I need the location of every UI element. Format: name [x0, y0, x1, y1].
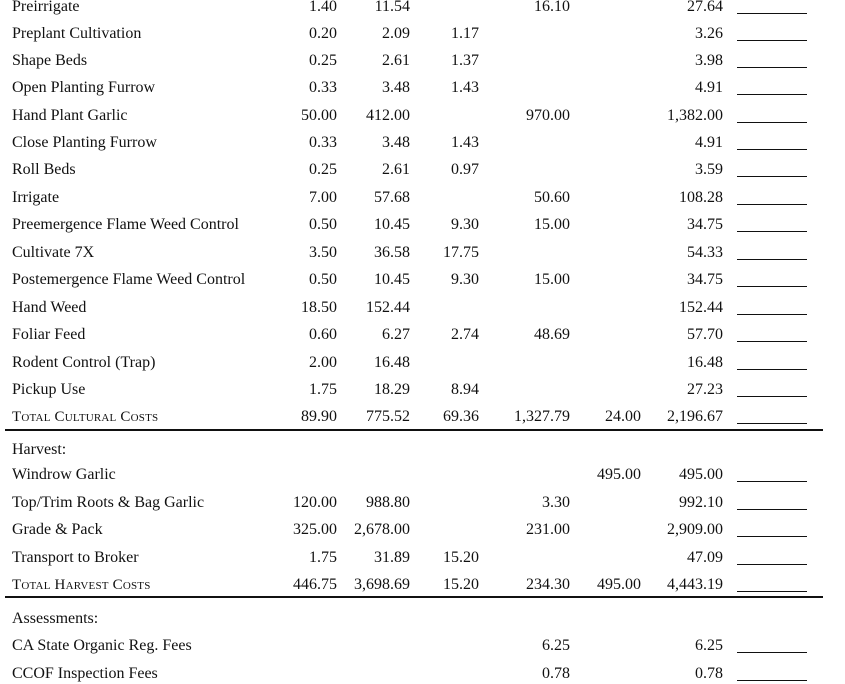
cell-c3: 9.30: [451, 271, 479, 288]
row-label: Rodent Control (Trap): [12, 354, 156, 371]
cell-c4: 3.30: [542, 494, 570, 511]
cell-c1: 0.50: [309, 216, 337, 233]
cell-c5: 495.00: [597, 466, 641, 483]
your-cost-blank: [737, 40, 807, 41]
row-label: Postemergence Flame Weed Control: [12, 271, 246, 288]
cell-c6: 0.78: [695, 665, 723, 682]
cell-c1: 0.60: [309, 326, 337, 343]
cell-c4: 231.00: [526, 521, 570, 538]
row-label: CCOF Inspection Fees: [12, 665, 158, 682]
table-row: [0, 636, 845, 656]
cell-c3: 8.94: [451, 381, 479, 398]
cell-c6: 2,909.00: [667, 521, 723, 538]
row-label: Top/Trim Roots & Bag Garlic: [12, 494, 205, 511]
cell-c1: 446.75: [293, 576, 337, 593]
cell-c6: 54.33: [687, 244, 723, 261]
your-cost-blank: [737, 204, 807, 205]
cell-c2: 18.29: [374, 381, 410, 398]
cell-c6: 2,196.67: [667, 408, 723, 425]
cell-c2: 31.89: [374, 549, 410, 566]
row-label: Transport to Broker: [12, 549, 139, 566]
cell-c1: 1.75: [309, 549, 337, 566]
your-cost-blank: [737, 536, 807, 537]
your-cost-blank: [737, 423, 807, 424]
your-cost-blank: [737, 231, 807, 232]
cell-c6: 27.64: [687, 0, 723, 15]
cell-c6: 3.98: [695, 52, 723, 69]
cell-c1: 2.00: [309, 354, 337, 371]
cell-c4: 50.60: [534, 189, 570, 206]
cell-c1: 7.00: [309, 189, 337, 206]
cell-c2: 6.27: [382, 326, 410, 343]
row-label: Windrow Garlic: [12, 466, 116, 483]
section-divider: [5, 596, 823, 598]
cell-c3: 1.43: [451, 134, 479, 151]
your-cost-blank: [737, 149, 807, 150]
cell-c6: 34.75: [687, 216, 723, 233]
table-row: [0, 325, 845, 345]
your-cost-blank: [737, 94, 807, 95]
table-row: [0, 298, 845, 318]
your-cost-blank: [737, 591, 807, 592]
row-label: Grade & Pack: [12, 521, 103, 538]
cell-c2: 16.48: [374, 354, 410, 371]
cell-c1: 0.50: [309, 271, 337, 288]
cell-c1: 120.00: [293, 494, 337, 511]
cell-c2: 2.61: [382, 52, 410, 69]
table-row: [0, 520, 845, 540]
cell-c3: 1.17: [451, 25, 479, 42]
cell-c1: 18.50: [301, 299, 337, 316]
section-heading-label: Harvest:: [12, 441, 67, 458]
cell-c6: 6.25: [695, 637, 723, 654]
table-row: [0, 465, 845, 485]
cell-c4: 970.00: [526, 107, 570, 124]
row-label: CA State Organic Reg. Fees: [12, 637, 192, 654]
cell-c4: 6.25: [542, 637, 570, 654]
cell-c2: 412.00: [366, 107, 410, 124]
table-row: [0, 188, 845, 208]
row-label: Cultivate 7X: [12, 244, 95, 261]
row-label: Pickup Use: [12, 381, 86, 398]
cell-c3: 9.30: [451, 216, 479, 233]
cell-c1: 1.75: [309, 381, 337, 398]
cell-c2: 57.68: [374, 189, 410, 206]
cell-c6: 4.91: [695, 134, 723, 151]
cell-c4: 16.10: [534, 0, 570, 15]
cell-c6: 108.28: [679, 189, 723, 206]
table-row: [0, 24, 845, 44]
your-cost-blank: [737, 13, 807, 14]
cell-c6: 47.09: [687, 549, 723, 566]
cell-c2: 10.45: [374, 216, 410, 233]
your-cost-blank: [737, 652, 807, 653]
table-row: [0, 664, 845, 684]
table-row: [0, 215, 845, 235]
cell-c2: 988.80: [366, 494, 410, 511]
cell-c1: 1.40: [309, 0, 337, 15]
cell-c6: 34.75: [687, 271, 723, 288]
your-cost-blank: [737, 122, 807, 123]
cell-c4: 234.30: [526, 576, 570, 593]
cell-c6: 1,382.00: [667, 107, 723, 124]
cell-c1: 0.33: [309, 79, 337, 96]
your-cost-blank: [737, 259, 807, 260]
cell-c2: 775.52: [366, 408, 410, 425]
cell-c1: 0.33: [309, 134, 337, 151]
row-label: Irrigate: [12, 189, 60, 206]
cell-c3: 0.97: [451, 161, 479, 178]
table-row: [0, 548, 845, 568]
cell-c4: 48.69: [534, 326, 570, 343]
cell-c2: 3.48: [382, 134, 410, 151]
table-row: [0, 270, 845, 290]
your-cost-blank: [737, 67, 807, 68]
your-cost-blank: [737, 286, 807, 287]
table-row: [0, 78, 845, 98]
row-label: Roll Beds: [12, 161, 76, 178]
row-label: Preirrigate: [12, 0, 80, 15]
table-row: [0, 243, 845, 263]
your-cost-blank: [737, 564, 807, 565]
total-row: [0, 407, 845, 427]
cell-c6: 27.23: [687, 381, 723, 398]
table-row: [0, 353, 845, 373]
cell-c6: 4,443.19: [667, 576, 723, 593]
cell-c3: 15.20: [443, 549, 479, 566]
section-heading: [0, 609, 845, 629]
your-cost-blank: [737, 396, 807, 397]
row-label: Total Cultural Costs: [12, 409, 159, 425]
cell-c2: 3.48: [382, 79, 410, 96]
total-row: [0, 575, 845, 595]
table-row: [0, 133, 845, 153]
cell-c2: 36.58: [374, 244, 410, 261]
cell-c6: 3.26: [695, 25, 723, 42]
cell-c1: 50.00: [301, 107, 337, 124]
cell-c1: 0.25: [309, 161, 337, 178]
cell-c1: 89.90: [301, 408, 337, 425]
row-label: Preplant Cultivation: [12, 25, 142, 42]
section-heading-label: Assessments:: [12, 610, 99, 627]
table-row: [0, 160, 845, 180]
your-cost-blank: [737, 341, 807, 342]
cell-c2: 2,678.00: [354, 521, 410, 538]
cell-c6: 495.00: [679, 466, 723, 483]
row-label: Shape Beds: [12, 52, 88, 69]
cell-c5: 495.00: [597, 576, 641, 593]
cell-c3: 17.75: [443, 244, 479, 261]
cell-c2: 10.45: [374, 271, 410, 288]
section-divider: [5, 429, 823, 431]
cell-c2: 11.54: [374, 0, 410, 15]
row-label: Hand Plant Garlic: [12, 107, 128, 124]
cell-c4: 0.78: [542, 665, 570, 682]
row-label: Hand Weed: [12, 299, 87, 316]
table-row: [0, 51, 845, 71]
cell-c1: 325.00: [293, 521, 337, 538]
your-cost-blank: [737, 314, 807, 315]
cell-c5: 24.00: [605, 408, 641, 425]
table-row: [0, 106, 845, 126]
cell-c2: 2.09: [382, 25, 410, 42]
cell-c1: 0.20: [309, 25, 337, 42]
cell-c1: 3.50: [309, 244, 337, 261]
row-label: Foliar Feed: [12, 326, 86, 343]
cell-c3: 2.74: [451, 326, 479, 343]
your-cost-blank: [737, 680, 807, 681]
table-row: [0, 493, 845, 513]
your-cost-blank: [737, 176, 807, 177]
table-row: [0, 380, 845, 400]
cell-c3: 15.20: [443, 576, 479, 593]
row-label: Close Planting Furrow: [12, 134, 157, 151]
cell-c3: 1.37: [451, 52, 479, 69]
table-row: [0, 0, 845, 17]
cell-c2: 3,698.69: [354, 576, 410, 593]
section-heading: [0, 440, 845, 460]
cell-c2: 152.44: [366, 299, 410, 316]
your-cost-blank: [737, 481, 807, 482]
row-label: Preemergence Flame Weed Control: [12, 216, 239, 233]
row-label: Open Planting Furrow: [12, 79, 156, 96]
cell-c3: 69.36: [443, 408, 479, 425]
cell-c1: 0.25: [309, 52, 337, 69]
cell-c6: 4.91: [695, 79, 723, 96]
cell-c2: 2.61: [382, 161, 410, 178]
cell-c6: 57.70: [687, 326, 723, 343]
cell-c6: 3.59: [695, 161, 723, 178]
cell-c4: 15.00: [534, 216, 570, 233]
your-cost-blank: [737, 369, 807, 370]
row-label: Total Harvest Costs: [12, 577, 151, 593]
cell-c6: 152.44: [679, 299, 723, 316]
your-cost-blank: [737, 509, 807, 510]
cell-c6: 992.10: [679, 494, 723, 511]
cell-c4: 15.00: [534, 271, 570, 288]
cell-c3: 1.43: [451, 79, 479, 96]
cell-c4: 1,327.79: [514, 408, 570, 425]
cell-c6: 16.48: [687, 354, 723, 371]
